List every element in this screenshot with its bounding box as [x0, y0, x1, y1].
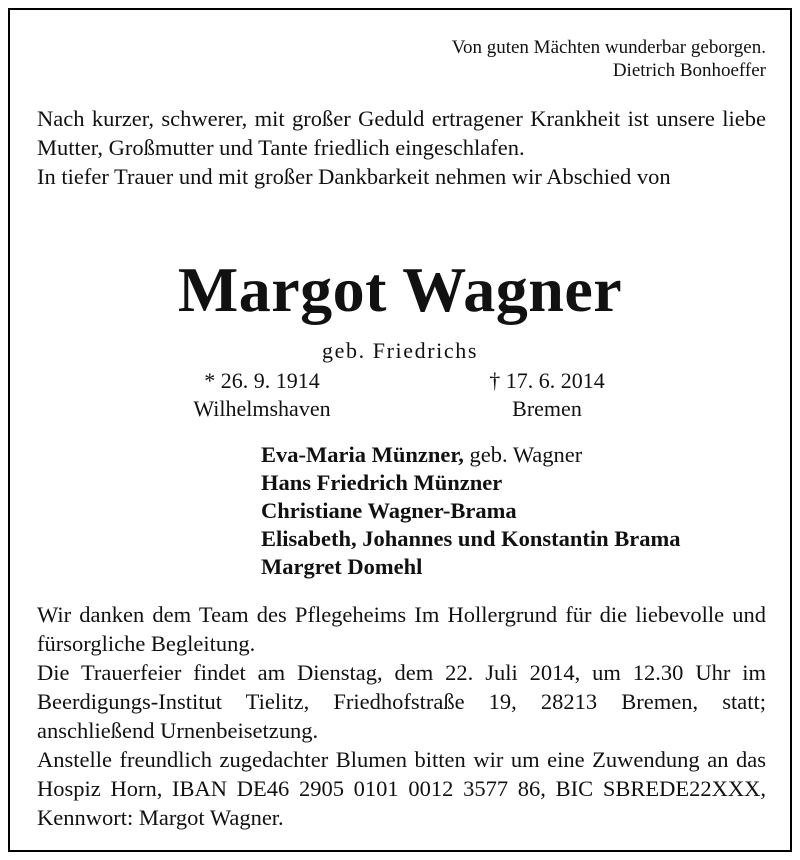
family-member	[261, 469, 681, 497]
maiden-name: geb. Friedrichs	[322, 338, 478, 363]
obituary-notice	[8, 8, 792, 852]
family-member	[261, 497, 681, 525]
deceased-name: Margot Wagner	[177, 254, 623, 325]
family-member	[261, 553, 681, 581]
donation-paragraph: Anstelle freundlich zugedachter Blumen bitten wir um eine Zuwendung an das Hospiz Horn, IBAN DE46 2905 0101 0012 3577 86, BIC SBREDE22XXX, Kennwort: Margot Wagner.	[37, 747, 766, 830]
birth-date: * 26. 9. 1914	[204, 368, 320, 393]
family-member-name: Hans Friedrich Münzner	[261, 470, 503, 495]
family-member-name: Eva-Maria Münzner,	[261, 442, 464, 467]
family-member	[261, 525, 681, 553]
intro-text	[37, 104, 766, 191]
family-member-name: Elisabeth, Johannes und Konstantin Brama	[261, 526, 681, 551]
death-place: Bremen	[512, 396, 582, 421]
family-member-name: Margret Domehl	[261, 554, 423, 579]
motto-author: Dietrich Bonhoeffer	[612, 60, 766, 81]
thanks-paragraph: Wir danken dem Team des Pflegeheims Im Hollergrund für die liebevolle und fürsorgliche Begleitung.	[37, 602, 766, 656]
birth-place: Wilhelmshaven	[193, 396, 331, 421]
birth-info	[152, 367, 372, 423]
motto	[452, 36, 766, 82]
family-list	[261, 441, 681, 581]
family-member	[261, 441, 681, 469]
closing-text	[37, 600, 766, 832]
funeral-paragraph: Die Trauerfeier findet am Dienstag, dem 22. Juli 2014, um 12.30 Uhr im Beerdigungs-Institut Tielitz, Friedhofstraße 19, 28213 Bremen, statt; anschließend Urnenbeisetzung.	[37, 660, 766, 743]
motto-quote: Von guten Mächten wunderbar geborgen.	[451, 37, 766, 58]
intro-line-1: Nach kurzer, schwerer, mit großer Geduld ertragener Krankheit ist unsere liebe Mutter, Großmutter und Tante friedlich eingeschlafen.	[37, 106, 766, 160]
death-date: † 17. 6. 2014	[489, 368, 605, 393]
family-member-suffix: geb. Wagner	[463, 442, 583, 467]
death-info	[437, 367, 657, 423]
family-member-name: Christiane Wagner-Brama	[261, 498, 517, 523]
intro-line-2: In tiefer Trauer und mit großer Dankbarkeit nehmen wir Abschied von	[37, 164, 671, 189]
